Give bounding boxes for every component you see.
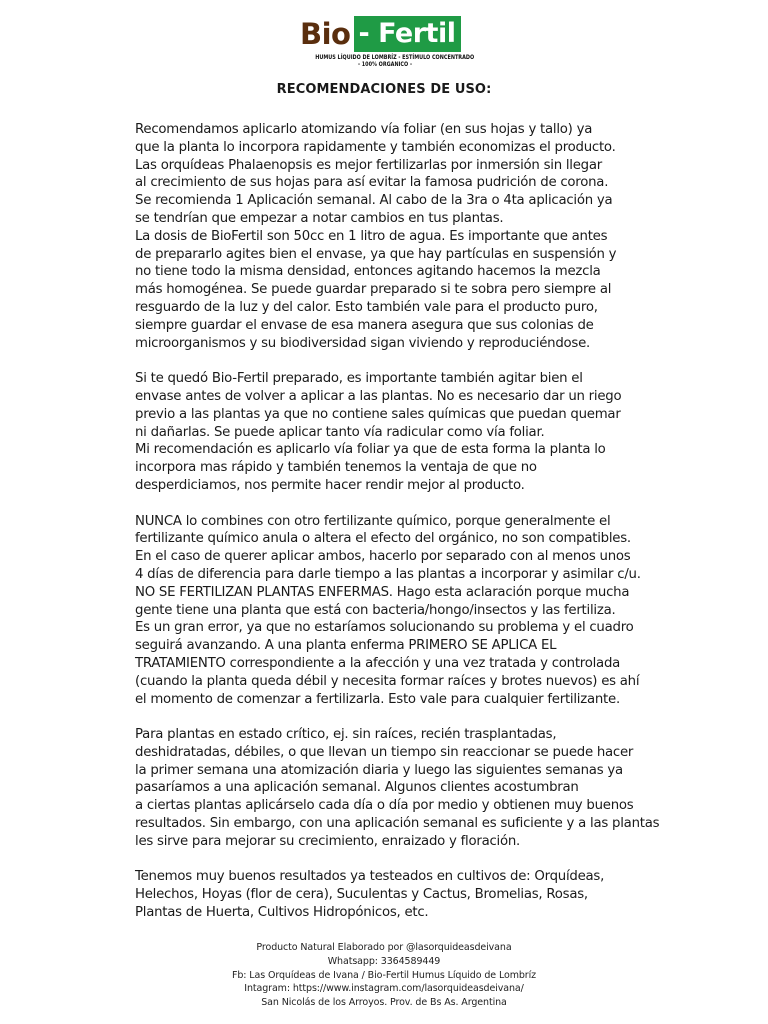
- footer-line: Intagram: https://www.instagram.com/lasorquideasdeivana/: [244, 983, 524, 995]
- text-line: Helechos, Hoyas (flor de cera), Suculentas y Cactus, Bromelias, Rosas,: [135, 887, 588, 903]
- paragraph: [135, 121, 675, 352]
- text-line: resguardo de la luz y del calor. Esto también vale para el producto puro,: [135, 299, 598, 315]
- text-line: previo a las plantas ya que no contiene sales químicas que puedan quemar: [135, 406, 621, 422]
- text-line: NO SE FERTILIZAN PLANTAS ENFERMAS. Hago esta aclaración porque mucha: [135, 584, 630, 600]
- logo-bio-text: Bio: [300, 17, 351, 51]
- brand-logo: [300, 14, 475, 70]
- text-line: deshidratadas, débiles, o que llevan un tiempo sin reaccionar se puede hacer: [135, 744, 634, 760]
- paragraph: [135, 868, 675, 921]
- page-title: RECOMENDACIONES DE USO:: [276, 82, 492, 97]
- text-line: fertilizante químico anula o altera el efecto del orgánico, no son compatibles.: [135, 531, 631, 547]
- text-line: envase antes de volver a aplicar a las plantas. No es necesario dar un riego: [135, 388, 622, 404]
- text-line: Si te quedó Bio-Fertil preparado, es importante también agitar bien el: [135, 371, 583, 387]
- logo-subtitle-1: HUMUS LÍQUIDO DE LOMBRÍZ - ESTÍMULO CONCENTRADO: [315, 54, 475, 61]
- text-line: TRATAMIENTO correspondiente a la afección y una vez tratada y controlada: [135, 655, 621, 671]
- text-line: Se recomienda 1 Aplicación semanal. Al cabo de la 3ra o 4ta aplicación ya: [135, 193, 613, 209]
- footer-line: Whatsapp: 3364589449: [327, 955, 441, 967]
- text-line: (cuando la planta queda débil y necesita formar raíces y brotes nuevos) es ahí: [135, 673, 640, 689]
- text-line: pasaríamos a una aplicación semanal. Algunos clientes acostumbran: [135, 780, 579, 796]
- footer: [0, 941, 768, 1010]
- text-line: a ciertas plantas aplicárselo cada día o día por medio y obtienen muy buenos: [135, 798, 634, 814]
- text-line: siempre guardar el envase de esa manera asegura que sus colonias de: [135, 317, 594, 333]
- paragraph: [135, 370, 675, 495]
- text-line: Mi recomendación es aplicarlo vía foliar ya que de esta forma la planta lo: [135, 442, 606, 458]
- text-line: resultados. Sin embargo, con una aplicación semanal es suficiente y a las plantas: [135, 816, 660, 832]
- body-text: [135, 121, 675, 940]
- text-line: se tendrían que empezar a notar cambios en tus plantas.: [135, 210, 504, 226]
- text-line: no tiene todo la misma densidad, entonces agitando hacemos la mezcla: [135, 264, 601, 280]
- text-line: microorganismos y su biodiversidad sigan viviendo y reproduciéndose.: [135, 335, 590, 351]
- logo-wordmark: [300, 14, 470, 54]
- text-line: Tenemos muy buenos resultados ya testeados en cultivos de: Orquídeas,: [135, 869, 605, 885]
- text-line: Para plantas en estado crítico, ej. sin raíces, recién trasplantadas,: [135, 727, 557, 743]
- text-line: al crecimiento de sus hojas para así evitar la famosa pudrición de corona.: [135, 175, 609, 191]
- text-line: 4 días de diferencia para darle tiempo a las plantas a incorporar y asimilar c/u.: [135, 566, 641, 582]
- logo-subtitle-2: - 100% ORGÁNICO -: [358, 61, 412, 68]
- logo-fertil-text: - Fertil: [354, 16, 461, 52]
- text-line: Es un gran error, ya que no estaríamos solucionando su problema y el cuadro: [135, 620, 634, 636]
- text-line: Las orquídeas Phalaenopsis es mejor fertilizarlas por inmersión sin llegar: [135, 157, 602, 173]
- text-line: que la planta lo incorpora rapidamente y también economizas el producto.: [135, 139, 616, 155]
- paragraph: [135, 726, 675, 851]
- footer-line: San Nicolás de los Arroyos. Prov. de Bs As. Argentina: [261, 997, 507, 1009]
- paragraph: [135, 513, 675, 709]
- text-line: desperdiciamos, nos permite hacer rendir mejor al producto.: [135, 477, 525, 493]
- text-line: más homogénea. Se puede guardar preparado si te sobra pero siempre al: [135, 282, 612, 298]
- text-line: incorpora mas rápido y también tenemos la ventaja de que no: [135, 460, 537, 476]
- text-line: seguirá avanzando. A una planta enferma PRIMERO SE APLICA EL: [135, 638, 557, 654]
- text-line: gente tiene una planta que está con bacteria/hongo/insectos y las fertiliza.: [135, 602, 616, 618]
- text-line: de prepararlo agites bien el envase, ya que hay partículas en suspensión y: [135, 246, 617, 262]
- text-line: el momento de comenzar a fertilizarla. Esto vale para cualquier fertilizante.: [135, 691, 620, 707]
- text-line: La dosis de BioFertil son 50cc en 1 litro de agua. Es importante que antes: [135, 228, 608, 244]
- text-line: Recomendamos aplicarlo atomizando vía foliar (en sus hojas y tallo) ya: [135, 122, 593, 137]
- text-line: NUNCA lo combines con otro fertilizante químico, porque generalmente el: [135, 513, 611, 529]
- footer-line: Producto Natural Elaborado por @lasorquideasdeivana: [256, 942, 512, 953]
- footer-line: Fb: Las Orquídeas de Ivana / Bio-Fertil Humus Líquido de Lombríz: [231, 969, 537, 981]
- text-line: la primer semana una atomización diaria y luego las siguientes semanas ya: [135, 762, 623, 778]
- text-line: ni dañarlas. Se puede aplicar tanto vía radicular como vía foliar.: [135, 424, 545, 440]
- text-line: En el caso de querer aplicar ambos, hacerlo por separado con al menos unos: [135, 549, 631, 565]
- text-line: les sirve para mejorar su crecimiento, enraizado y floración.: [135, 833, 521, 849]
- text-line: Plantas de Huerta, Cultivos Hidropónicos, etc.: [135, 905, 429, 921]
